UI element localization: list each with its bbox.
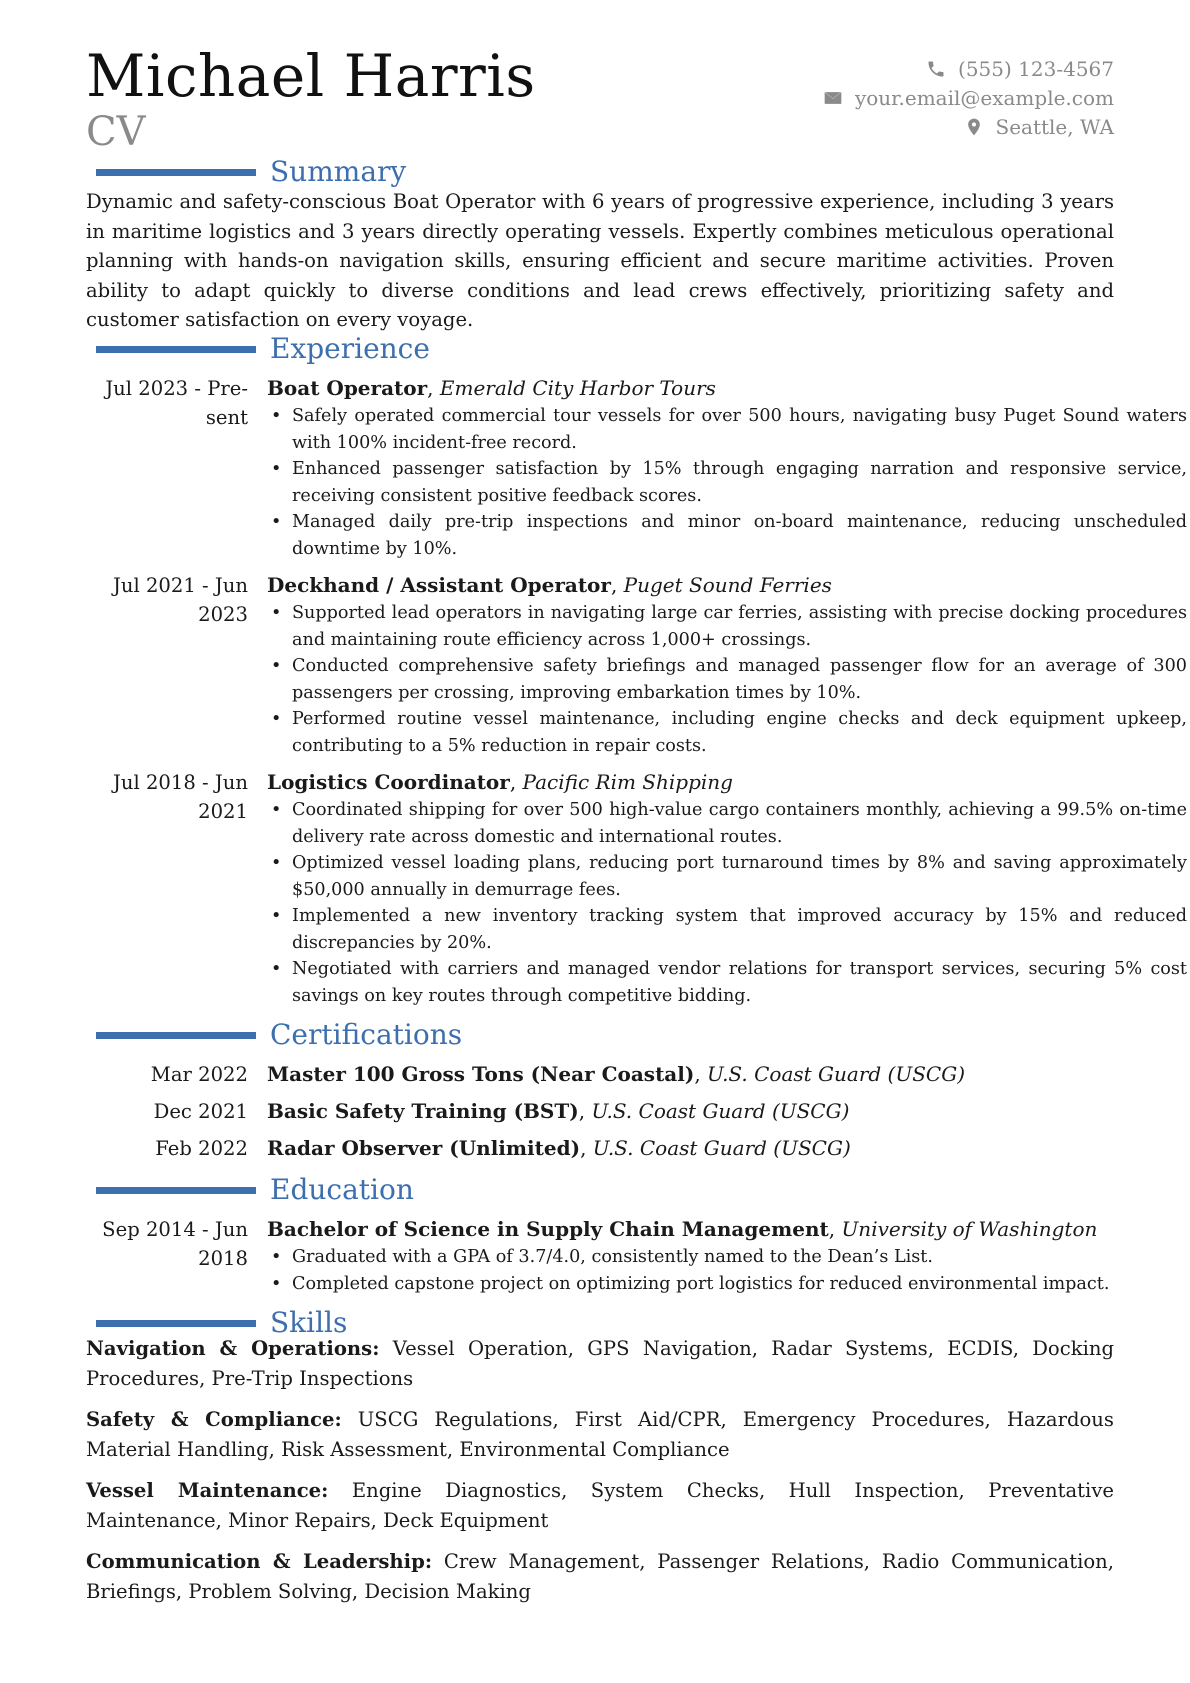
document-subtitle: CV [86, 109, 146, 155]
location-text: Seattle, WA [995, 114, 1114, 139]
bullet-item: • Coordinated shipping for over 500 high-value cargo containers monthly, achieving a 99.5% on-time delivery rate across domestic and international routes. [267, 797, 1187, 850]
entry-body [267, 768, 1187, 1009]
entry-date [86, 374, 248, 432]
bullet-list [267, 403, 1187, 562]
education-heading [96, 1172, 414, 1208]
entry-date [86, 1215, 248, 1273]
bullet-item: • Managed daily pre-trip inspections and minor on-board maintenance, reducing unscheduled downtime by 10%. [267, 509, 1187, 562]
cert-issuer: U.S. Coast Guard (USCG) [591, 1099, 850, 1123]
bullet-item: • Optimized vessel loading plans, reducing port turnaround times by 8% and saving approximately $50,000 annually in demurrage fees. [267, 850, 1187, 903]
date-line: 2018 [198, 1247, 248, 1270]
bullet-item: • Completed capstone project on optimizing port logistics for reduced environmental impact. [267, 1271, 1187, 1298]
bullet-list [267, 1244, 1187, 1297]
date-line: Jul 2023 - Pre- [105, 377, 248, 400]
bullet-item: • Safely operated commercial tour vessels for over 500 hours, navigating busy Puget Sound waters with 100% incident-free record. [267, 403, 1187, 456]
section-title: Skills [270, 1306, 348, 1339]
map-pin-icon [964, 117, 984, 137]
cert-name: Basic Safety Training (BST) [267, 1099, 579, 1123]
entry-title: Deckhand / Assistant Operator, Puget Sound Ferries [267, 573, 832, 597]
employer: Puget Sound Ferries [623, 573, 832, 597]
contact-block [823, 54, 1114, 141]
section-title: Experience [270, 332, 430, 365]
cert-title: Basic Safety Training (BST), U.S. Coast Guard (USCG) [267, 1099, 850, 1123]
envelope-icon [823, 88, 843, 108]
cert-date: Dec 2021 [153, 1100, 248, 1123]
contact-phone[interactable] [823, 54, 1114, 83]
job-title: Deckhand / Assistant Operator [267, 573, 611, 597]
date-line: Jul 2021 - Jun [112, 574, 248, 597]
section-title: Certifications [270, 1018, 463, 1051]
entry-title: Boat Operator, Emerald City Harbor Tours [267, 376, 716, 400]
bullet-item: • Supported lead operators in navigating large car ferries, assisting with precise docking procedures and maintaining route efficiency across 1,000+ crossings. [267, 600, 1187, 653]
cert-name: Radar Observer (Unlimited) [267, 1136, 581, 1160]
section-bar [96, 1032, 256, 1039]
cert-date: Feb 2022 [155, 1137, 248, 1160]
certification-entry [86, 1134, 1114, 1170]
job-title: Boat Operator [267, 376, 428, 400]
section-bar [96, 346, 256, 353]
entry-date [86, 768, 248, 826]
experience-heading [96, 331, 430, 367]
skill-group [86, 1476, 1114, 1535]
bullet-item: • Performed routine vessel maintenance, including engine checks and deck equipment upkeep, contributing to a 5% reduction in repair costs. [267, 706, 1187, 759]
job-title: Logistics Coordinator [267, 770, 510, 794]
section-bar [96, 1187, 256, 1194]
certification-entry [86, 1097, 1114, 1133]
email-text: your.email@example.com [854, 85, 1114, 110]
employer: Pacific Rim Shipping [522, 770, 733, 794]
school: University of Washington [841, 1217, 1098, 1241]
degree: Bachelor of Science in Supply Chain Management [267, 1217, 829, 1241]
bullet-item: • Negotiated with carriers and managed vendor relations for transport services, securing 5% cost savings on key routes through competitive bidding. [267, 956, 1187, 1009]
section-bar [96, 169, 256, 176]
skill-items: Crew Management, Passenger Relations, Radio Communication, Briefings, Problem Solving, Decision Making [86, 1550, 1115, 1603]
bullet-list [267, 797, 1187, 1009]
cert-date: Mar 2022 [150, 1063, 248, 1086]
cert-issuer: U.S. Coast Guard (USCG) [707, 1062, 965, 1086]
section-title: Education [270, 1173, 414, 1206]
summary-heading [96, 154, 406, 190]
contact-location [823, 112, 1114, 141]
date-line: sent [205, 406, 248, 429]
entry-title: Logistics Coordinator, Pacific Rim Shipping [267, 770, 733, 794]
entry-title: Bachelor of Science in Supply Chain Management, University of Washington [267, 1217, 1098, 1241]
date-line: 2021 [198, 800, 248, 823]
cert-title: Radar Observer (Unlimited), U.S. Coast Guard (USCG) [267, 1136, 851, 1160]
date-line: Sep 2014 - Jun [102, 1218, 248, 1241]
cert-title: Master 100 Gross Tons (Near Coastal), U.S. Coast Guard (USCG) [267, 1062, 965, 1086]
skill-label: Safety & Compliance: [86, 1408, 342, 1431]
contact-email[interactable] [823, 83, 1114, 112]
entry-body [267, 374, 1187, 562]
certifications-heading [96, 1017, 462, 1053]
date-line: 2023 [198, 603, 248, 626]
bullet-list [267, 600, 1187, 759]
entry-body [267, 1215, 1187, 1297]
entry-date [86, 571, 248, 629]
certification-entry [86, 1060, 1114, 1096]
person-name: Michael Harris [86, 42, 536, 110]
phone-icon [926, 59, 946, 79]
bullet-item: • Enhanced passenger satisfaction by 15% through engaging narration and responsive service, receiving consistent positive feedback scores. [267, 456, 1187, 509]
skill-group [86, 1405, 1114, 1464]
cert-name: Master 100 Gross Tons (Near Coastal) [267, 1062, 695, 1086]
skill-group [86, 1547, 1114, 1606]
skill-group [86, 1334, 1114, 1393]
skill-label: Navigation & Operations: [86, 1337, 380, 1360]
skill-label: Vessel Maintenance: [86, 1479, 329, 1502]
skill-items: USCG Regulations, First Aid/CPR, Emergency Procedures, Hazardous Material Handling, Risk Assessment, Environmental Compliance [86, 1408, 1114, 1461]
skill-items: Vessel Operation, GPS Navigation, Radar Systems, ECDIS, Docking Procedures, Pre-Trip Inspections [86, 1337, 1114, 1390]
date-line: Jul 2018 - Jun [112, 771, 248, 794]
section-bar [96, 1320, 256, 1327]
section-title: Summary [270, 155, 407, 188]
bullet-item: • Graduated with a GPA of 3.7/4.0, consistently named to the Dean’s List. [267, 1244, 1187, 1271]
summary-text: Dynamic and safety-conscious Boat Operator with 6 years of progressive experience, including 3 years in maritime logistics and 3 years directly operating vessels. Expertly combines meticulous operational planning with hands-on navigation skills, ensuring efficient and secure maritime activities. Proven ability to adapt quickly to diverse conditions and lead crews effectively, prioritizing safety and customer satisfaction on every voyage. [86, 190, 1114, 331]
entry-body [267, 571, 1187, 759]
phone-text: (555) 123-4567 [958, 56, 1114, 81]
bullet-item: • Implemented a new inventory tracking system that improved accuracy by 15% and reduced discrepancies by 20%. [267, 903, 1187, 956]
bullet-item: • Conducted comprehensive safety briefings and managed passenger flow for an average of 300 passengers per crossing, improving embarkation times by 10%. [267, 653, 1187, 706]
cert-issuer: U.S. Coast Guard (USCG) [592, 1136, 851, 1160]
skill-label: Communication & Leadership: [86, 1550, 433, 1573]
employer: Emerald City Harbor Tours [439, 376, 716, 400]
skill-items: Engine Diagnostics, System Checks, Hull Inspection, Preventative Maintenance, Minor Repairs, Deck Equipment [86, 1479, 1114, 1532]
